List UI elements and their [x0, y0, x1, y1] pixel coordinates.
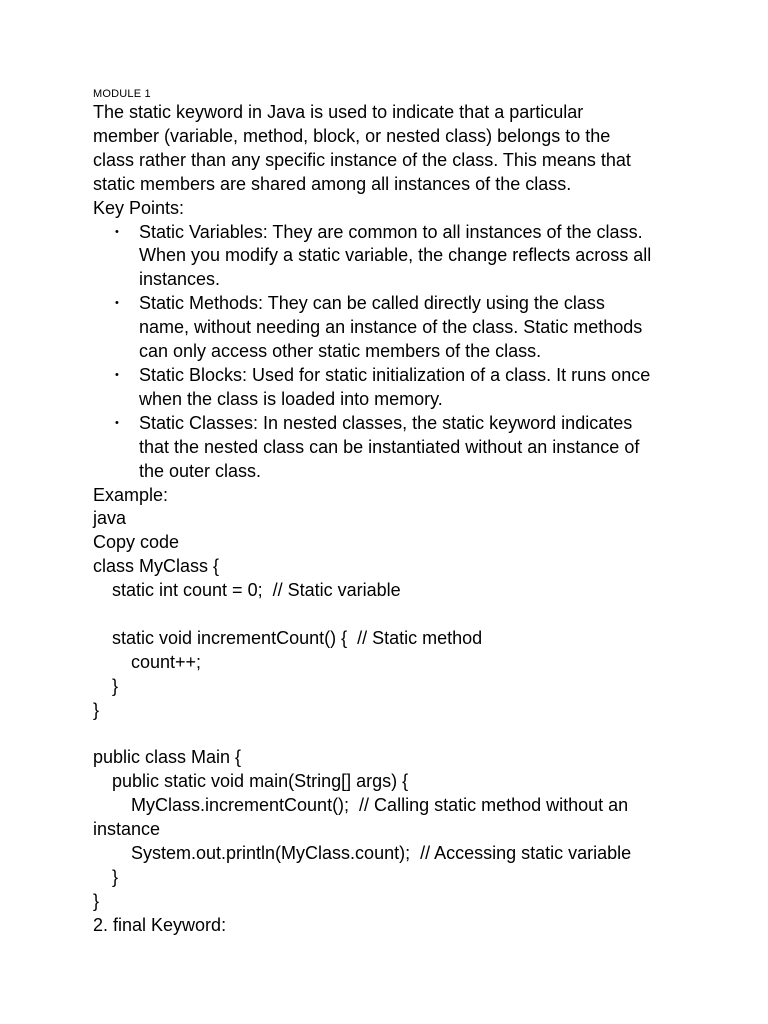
code-line: count++; — [131, 651, 202, 672]
key-point-line: When you modify a static variable, the change reflects across all — [139, 245, 652, 266]
key-point-line: that the nested class can be instantiated without an instance of — [139, 436, 640, 457]
bullet-icon: • — [115, 368, 119, 381]
code-line: } — [112, 866, 119, 887]
code-line: System.out.println(MyClass.count); // Accessing static variable — [131, 843, 632, 864]
key-point-static-blocks — [93, 364, 693, 412]
key-point-static-methods — [93, 292, 693, 364]
code-line: } — [93, 699, 100, 720]
code-line-blank — [93, 603, 693, 627]
bullet-icon: • — [115, 416, 119, 429]
key-point-line: can only access other static members of the class. — [139, 341, 542, 362]
code-line: public static void main(String[] args) { — [112, 771, 409, 792]
intro-paragraph — [93, 101, 693, 197]
intro-line: static members are shared among all instances of the class. — [93, 173, 572, 194]
code-line: static void incrementCount() { // Static method — [112, 627, 483, 648]
key-points-list — [93, 221, 693, 484]
key-point-line: name, without needing an instance of the class. Static methods — [139, 317, 643, 338]
key-point-line: instances. — [139, 269, 221, 290]
key-point-line: when the class is loaded into memory. — [139, 388, 443, 409]
code-line: MyClass.incrementCount(); // Calling static method without an — [131, 795, 629, 816]
code-line: instance — [93, 819, 161, 840]
code-line: public class Main { — [93, 747, 242, 768]
copy-code-button[interactable]: Copy code — [93, 532, 180, 553]
key-point-static-classes — [93, 412, 693, 484]
code-block — [93, 555, 693, 914]
example-heading: Example: — [93, 484, 169, 505]
intro-line: class rather than any specific instance of the class. This means that — [93, 149, 631, 170]
module-label: MODULE 1 — [93, 88, 151, 100]
intro-line: The static keyword in Java is used to indicate that a particular — [93, 102, 584, 122]
key-point-line: the outer class. — [139, 460, 262, 481]
code-line: } — [112, 675, 119, 696]
document-page — [93, 87, 693, 938]
code-line-blank — [93, 723, 693, 747]
key-point-line: Static Blocks: Used for static initialization of a class. It runs once — [139, 364, 651, 385]
intro-line: member (variable, method, block, or nested class) belongs to the — [93, 125, 611, 146]
bullet-icon: • — [115, 225, 119, 238]
key-point-static-variables — [93, 221, 693, 293]
key-points-heading: Key Points: — [93, 197, 185, 218]
bullet-icon: • — [115, 297, 119, 310]
key-point-line: Static Variables: They are common to all instances of the class. — [139, 221, 643, 242]
code-language-label: java — [93, 508, 127, 529]
code-line: static int count = 0; // Static variable — [112, 580, 401, 601]
key-point-line: Static Classes: In nested classes, the static keyword indicates — [139, 412, 633, 433]
next-section-heading: 2. final Keyword: — [93, 914, 227, 935]
code-line: } — [93, 890, 100, 911]
key-point-line: Static Methods: They can be called directly using the class — [139, 293, 605, 314]
code-line: class MyClass { — [93, 556, 220, 577]
